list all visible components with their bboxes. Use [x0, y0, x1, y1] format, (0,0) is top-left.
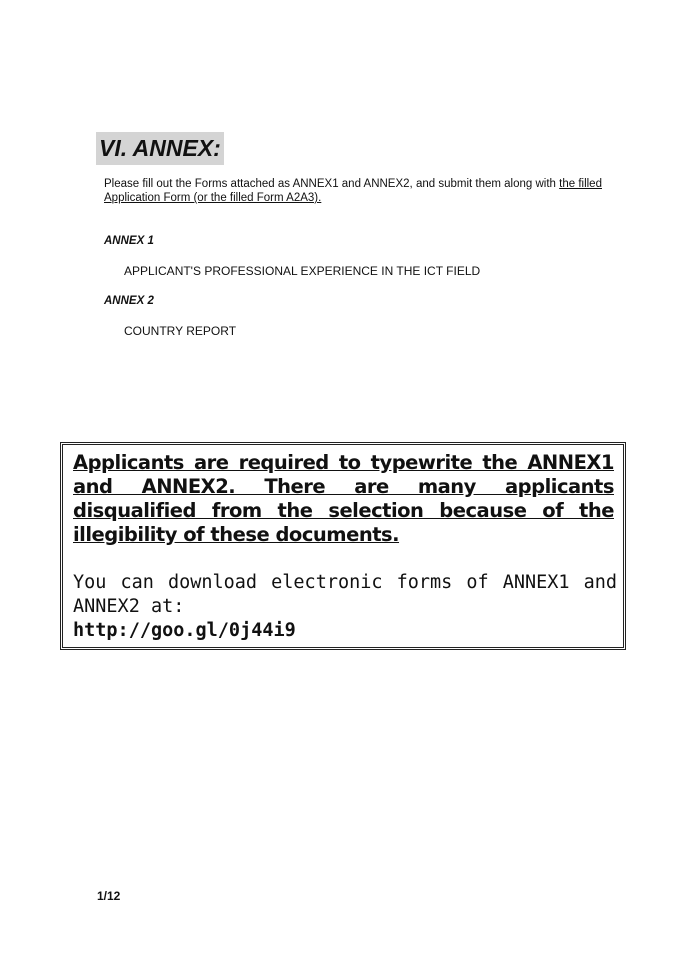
section-heading: VI. ANNEX: [96, 132, 224, 165]
intro-text: Please fill out the Forms attached as ANNEX1 and ANNEX2, and submit them along with [104, 178, 560, 190]
application-form-reference: the filled Application Form (or the filled Form A2A3). [104, 178, 602, 204]
notice-box [60, 442, 626, 650]
download-instructions: You can download electronic forms of ANNEX1 and ANNEX2 at: [73, 572, 617, 617]
annex-2-title: COUNTRY REPORT [124, 324, 237, 338]
annex-2-label: ANNEX 2 [104, 295, 154, 307]
annex-1-label: ANNEX 1 [104, 235, 154, 247]
page-number: 1/12 [97, 889, 121, 903]
annex-1-title: APPLICANT'S PROFESSIONAL EXPERIENCE IN THE ICT FIELD [124, 264, 481, 278]
typewrite-warning: Applicants are required to typewrite the ANNEX1 and ANNEX2. There are many applicants disqualified from the selection because of the illegibility of these documents. [73, 451, 614, 546]
intro-paragraph [104, 177, 604, 205]
download-url[interactable]: http://goo.gl/0j44i9 [73, 620, 296, 641]
